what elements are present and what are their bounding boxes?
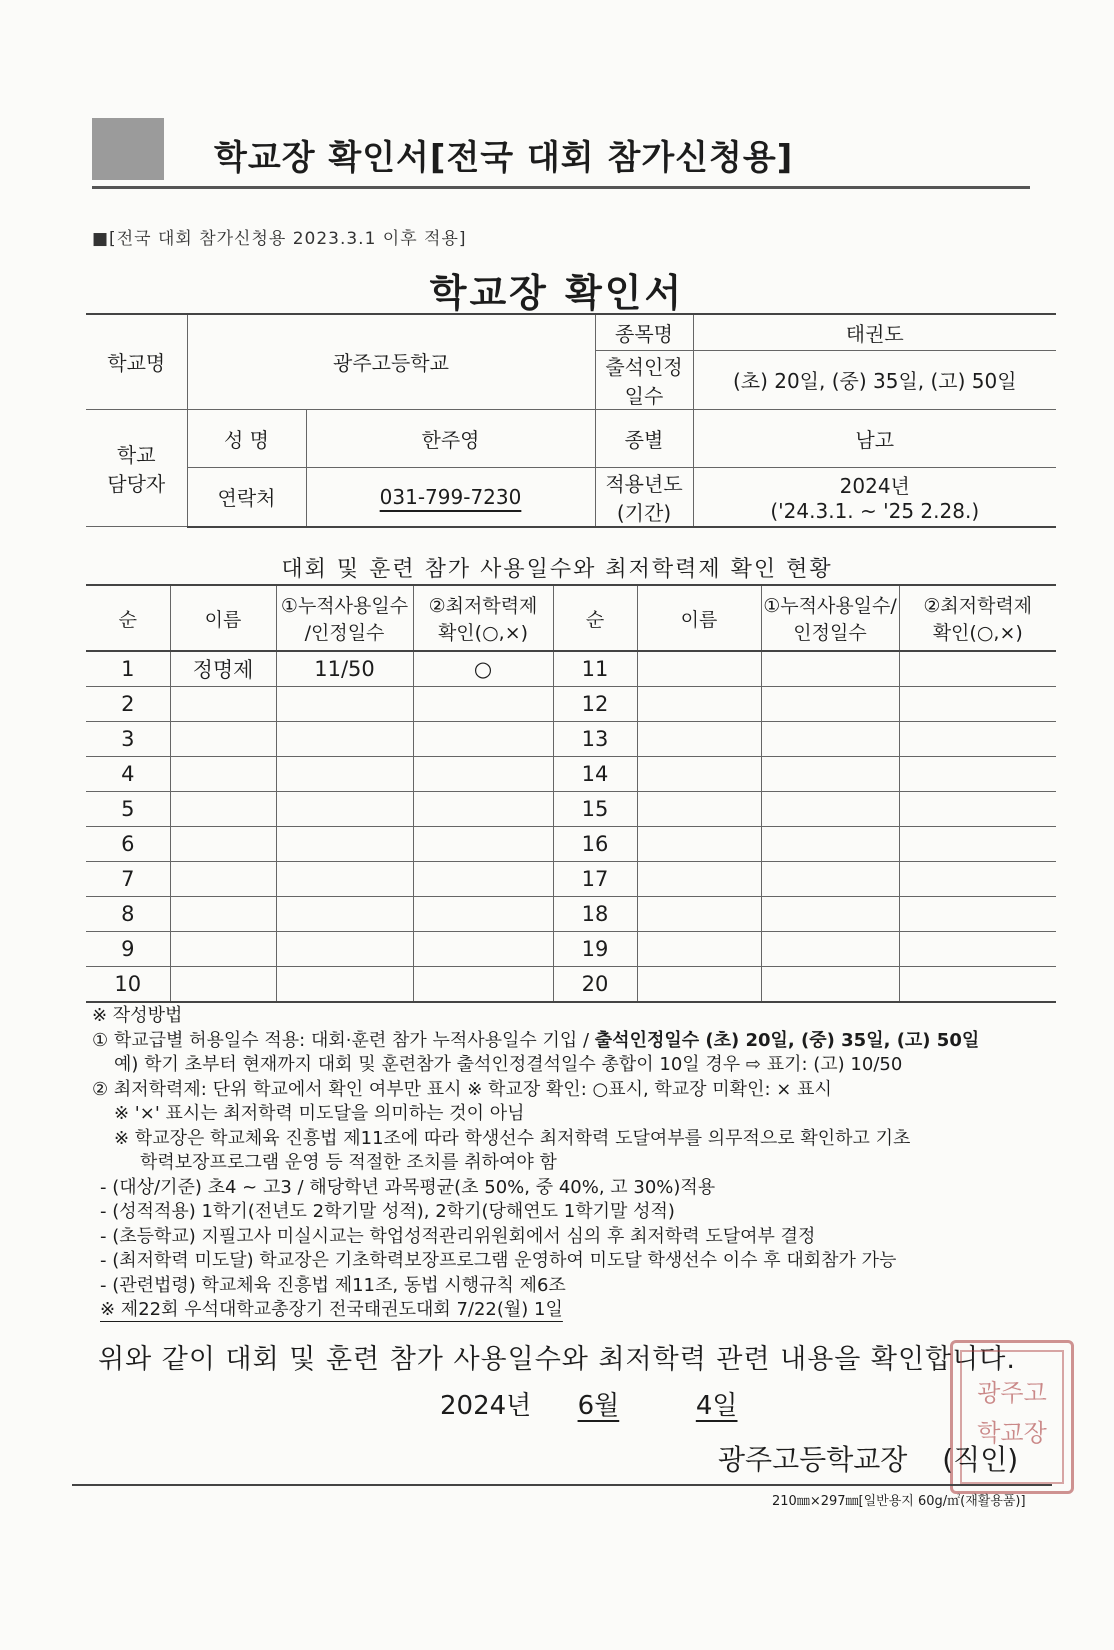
header-check-left-line2: 확인(○,×) <box>437 622 529 644</box>
school-name-value: 광주고등학교 <box>187 314 595 409</box>
row-days-right <box>761 897 899 932</box>
row-days-left <box>276 967 413 1003</box>
row-name-right <box>637 932 761 967</box>
row-days-left <box>276 757 413 792</box>
header-days-right-line2: 인정일수 <box>793 622 867 644</box>
attendance-label-line1: 출석인정 <box>605 354 683 379</box>
attendance-label-line2: 일수 <box>624 383 664 408</box>
contact-label: 연락처 <box>187 467 306 527</box>
staff-label <box>86 409 187 527</box>
seal-text-bottom: 학교장 <box>977 1419 1047 1447</box>
row-no-right: 13 <box>553 722 637 757</box>
document-title: 학교장 확인서 <box>429 271 685 315</box>
row-check-right <box>899 862 1056 897</box>
attendance-label <box>595 350 693 409</box>
staff-name-label: 성 명 <box>187 409 306 467</box>
document-date <box>440 1385 738 1422</box>
table-row <box>86 651 1056 687</box>
row-name-left <box>170 932 276 967</box>
event-label: 종목명 <box>595 314 693 350</box>
detail-1: - (대상/기준) 초4 ~ 고3 / 해당학년 과목평균(초 50%, 중 40%, 고 30%)적용 <box>100 1176 716 1198</box>
row-check-left <box>413 932 553 967</box>
row-name-left <box>170 827 276 862</box>
row-name-left <box>170 687 276 722</box>
header-check-right <box>899 585 1056 651</box>
instructions <box>92 1004 1052 1323</box>
note-1-text: ① 학교급별 허용일수 적용: 대회·훈련 참가 누적사용일수 기입 / <box>92 1029 595 1051</box>
row-days-left <box>276 687 413 722</box>
row-check-left <box>413 722 553 757</box>
row-name-right <box>637 862 761 897</box>
roster-table <box>86 584 1056 1003</box>
row-name-right <box>637 827 761 862</box>
row-no-left: 7 <box>86 862 170 897</box>
seal-label: (직인) <box>942 1443 1019 1476</box>
notes-heading: ※ 작성방법 <box>92 1005 183 1026</box>
header-check-left <box>413 585 553 651</box>
row-no-right: 20 <box>553 967 637 1003</box>
header-days-left-line1: ①누적사용일수 <box>280 595 409 617</box>
header-name-right: 이름 <box>637 585 761 651</box>
footer-divider <box>72 1484 1052 1486</box>
note-2-b1: ※ 학교장은 학교체육 진흥법 제11조에 따라 학생선수 최저학력 도달여부를 의무적으로 확인하고 기초 <box>114 1127 911 1149</box>
attendance-value: (초) 20일, (중) 35일, (고) 50일 <box>693 350 1056 409</box>
contact-value <box>306 467 595 527</box>
row-no-left: 1 <box>86 651 170 687</box>
row-no-right: 17 <box>553 862 637 897</box>
table-row <box>86 827 1056 862</box>
paper-spec: 210㎜×297㎜[일반용지 60g/㎡(재활용품)] <box>772 1494 1026 1509</box>
row-no-left: 2 <box>86 687 170 722</box>
form-header-title: 학교장 확인서[전국 대회 참가신청용] <box>214 138 794 178</box>
row-name-left <box>170 792 276 827</box>
note-2: ② 최저학력제: 단위 학교에서 확인 여부만 표시 ※ 학교장 확인: ○표시, 학교장 미확인: × 표시 <box>92 1078 832 1100</box>
gender-label: 종별 <box>595 409 693 467</box>
row-check-right <box>899 967 1056 1003</box>
row-no-left: 9 <box>86 932 170 967</box>
note-1 <box>92 1029 1052 1054</box>
row-check-right <box>899 757 1056 792</box>
row-name-right <box>637 897 761 932</box>
detail-2: - (성적적용) 1학기(전년도 2학기말 성적), 2학기(당해연도 1학기말 성적) <box>100 1201 675 1222</box>
row-days-right <box>761 722 899 757</box>
row-no-right: 12 <box>553 687 637 722</box>
detail-4: - (최저학력 미도달) 학교장은 기초학력보장프로그램 운영하여 미도달 학생선수 이수 후 대회참가 가능 <box>100 1250 897 1271</box>
event-value: 태권도 <box>693 314 1056 350</box>
table-row <box>86 687 1056 722</box>
row-days-left <box>276 862 413 897</box>
row-name-left: 정명제 <box>170 651 276 687</box>
row-days-left: 11/50 <box>276 651 413 687</box>
note-2-a: ※ '×' 표시는 최저학력 미도달을 의미하는 것이 아님 <box>114 1103 525 1124</box>
row-no-left: 5 <box>86 792 170 827</box>
row-check-right <box>899 722 1056 757</box>
table-row <box>86 722 1056 757</box>
row-days-left <box>276 827 413 862</box>
row-check-right <box>899 687 1056 722</box>
row-check-right <box>899 827 1056 862</box>
row-days-right <box>761 687 899 722</box>
date-day: 4일 <box>695 1391 738 1421</box>
table-row <box>86 757 1056 792</box>
principal-title: 광주고등학교장 <box>718 1443 908 1476</box>
row-days-right <box>761 651 899 687</box>
row-no-left: 3 <box>86 722 170 757</box>
row-no-left: 10 <box>86 967 170 1003</box>
roster-header-row <box>86 585 1056 651</box>
row-name-left <box>170 757 276 792</box>
header-check-right-line2: 확인(○,×) <box>932 622 1023 644</box>
header-days-left <box>276 585 413 651</box>
confirmation-statement: 위와 같이 대회 및 훈련 참가 사용일수와 최저학력 관련 내용을 확인합니다. <box>98 1344 1016 1375</box>
row-name-left <box>170 967 276 1003</box>
table-row <box>86 792 1056 827</box>
row-no-right: 11 <box>553 651 637 687</box>
row-name-right <box>637 651 761 687</box>
table-row <box>86 932 1056 967</box>
header-check-left-line1: ②최저학력제 <box>428 595 538 617</box>
year-label-line2: (기간) <box>616 500 672 525</box>
row-days-right <box>761 827 899 862</box>
year-label-line1: 적용년도 <box>605 471 683 496</box>
row-no-right: 14 <box>553 757 637 792</box>
note-1-bold: 출석인정일수 (초) 20일, (중) 35일, (고) 50일 <box>594 1029 980 1051</box>
header-mark <box>92 118 164 180</box>
seal-text-top: 광주고 <box>977 1379 1047 1407</box>
tournament-note <box>92 1298 1052 1323</box>
row-no-right: 18 <box>553 897 637 932</box>
detail-3: - (초등학교) 지필고사 미실시교는 학업성적관리위원회에서 심의 후 최저학력 도달여부 결정 <box>100 1225 816 1247</box>
row-check-left <box>413 757 553 792</box>
table-row <box>86 967 1056 1003</box>
staff-label-line2: 담당자 <box>107 471 166 496</box>
row-days-right <box>761 932 899 967</box>
note-1-example: 예) 학기 초부터 현재까지 대회 및 훈련참가 출석인정결석일수 총합이 10일 경우 ⇨ 표기: (고) 10/50 <box>114 1054 903 1075</box>
row-check-left <box>413 862 553 897</box>
school-name-label: 학교명 <box>86 314 187 409</box>
row-name-left <box>170 897 276 932</box>
row-name-right <box>637 757 761 792</box>
row-check-left <box>413 687 553 722</box>
year-value-line2: ('24.3.1. ~ '25 2.28.) <box>770 499 980 523</box>
year-label <box>595 467 693 527</box>
form-subnote: ■[전국 대회 참가신청용 2023.3.1 이후 적용] <box>92 229 467 249</box>
row-no-right: 19 <box>553 932 637 967</box>
school-info-table <box>86 313 1056 528</box>
header-no-left: 순 <box>86 585 170 651</box>
row-days-right <box>761 862 899 897</box>
signature-line <box>718 1438 1018 1478</box>
note-2-b2: 학력보장프로그램 운영 등 적절한 조치를 취하여야 함 <box>140 1152 557 1173</box>
row-no-right: 16 <box>553 827 637 862</box>
roster-section-title: 대회 및 훈련 참가 사용일수와 최저학력제 확인 현황 <box>281 557 833 582</box>
table-row <box>86 862 1056 897</box>
row-days-right <box>761 967 899 1003</box>
row-no-left: 8 <box>86 897 170 932</box>
header-name-left: 이름 <box>170 585 276 651</box>
row-no-left: 6 <box>86 827 170 862</box>
staff-label-line1: 학교 <box>116 442 156 467</box>
date-year: 2024년 <box>440 1391 532 1421</box>
row-no-left: 4 <box>86 757 170 792</box>
row-check-right <box>899 651 1056 687</box>
date-month: 6월 <box>577 1391 620 1421</box>
row-days-left <box>276 722 413 757</box>
row-no-right: 15 <box>553 792 637 827</box>
row-name-right <box>637 687 761 722</box>
header-divider <box>92 186 1030 189</box>
contact-number: 031-799-7230 <box>379 484 522 509</box>
staff-name-value: 한주영 <box>306 409 595 467</box>
row-name-right <box>637 967 761 1003</box>
table-row <box>86 897 1056 932</box>
header-days-right <box>761 585 899 651</box>
row-check-left <box>413 827 553 862</box>
row-days-right <box>761 757 899 792</box>
row-name-right <box>637 722 761 757</box>
row-name-left <box>170 862 276 897</box>
row-name-left <box>170 722 276 757</box>
detail-5: - (관련법령) 학교체육 진흥법 제11조, 동법 시행규칙 제6조 <box>100 1274 566 1296</box>
row-days-left <box>276 792 413 827</box>
header-days-right-line1: ①누적사용일수/ <box>763 595 897 617</box>
gender-value: 남고 <box>693 409 1056 467</box>
row-check-left: ○ <box>413 651 553 687</box>
row-check-right <box>899 792 1056 827</box>
row-check-left <box>413 967 553 1003</box>
row-check-right <box>899 897 1056 932</box>
row-check-left <box>413 792 553 827</box>
row-name-right <box>637 792 761 827</box>
year-value <box>693 467 1056 527</box>
row-check-left <box>413 897 553 932</box>
header-days-left-line2: /인정일수 <box>304 622 385 644</box>
header-no-right: 순 <box>553 585 637 651</box>
row-days-left <box>276 897 413 932</box>
row-days-left <box>276 932 413 967</box>
row-days-right <box>761 792 899 827</box>
header-check-right-line1: ②최저학력제 <box>923 595 1033 617</box>
year-value-line1: 2024년 <box>839 474 910 498</box>
row-check-right <box>899 932 1056 967</box>
tournament-note-text: ※ 제22회 우석대학교총장기 전국태권도대회 7/22(월) 1일 <box>100 1299 563 1320</box>
